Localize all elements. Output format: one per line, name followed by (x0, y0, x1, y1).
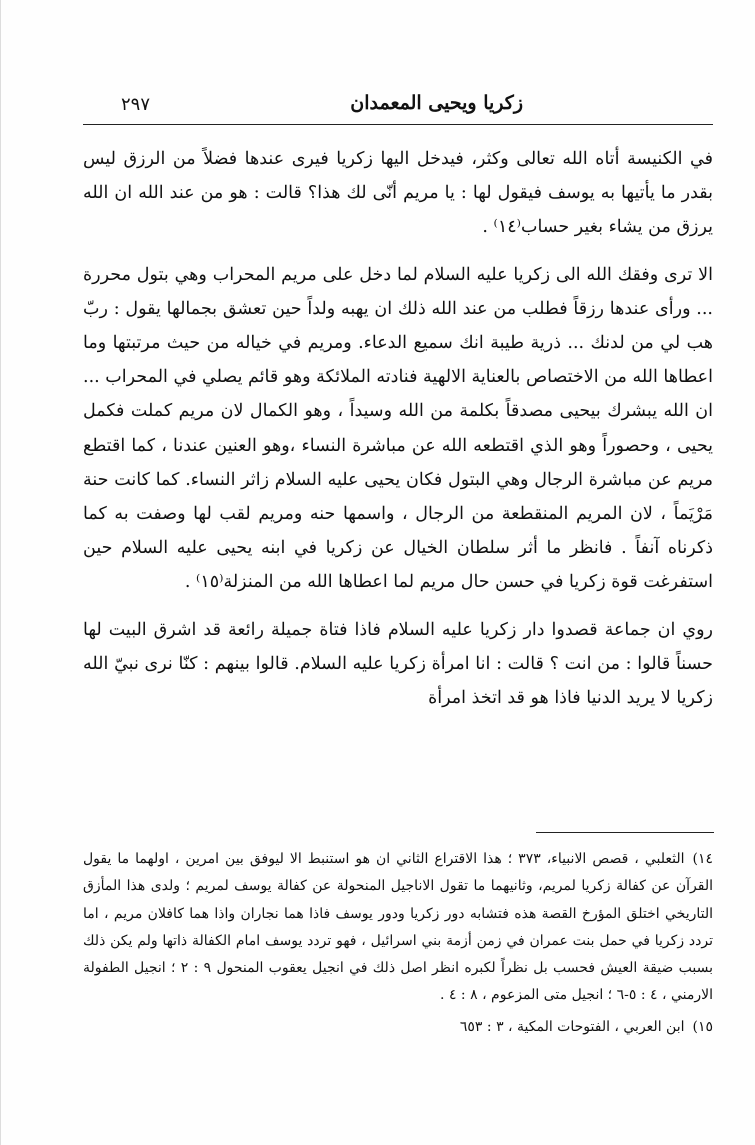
running-header (83, 88, 713, 125)
footnote (83, 1014, 713, 1041)
paragraph: الا ترى وفقك الله الى زكريا عليه السلام لما دخل على مريم المحراب وهي بتول محررة ... ورأى عندها رزقاً فطلب من عند الله ذلك ان يهبه ولداً حين تعشق بجمالها يقول : ربّ هب لي من لدنك ... ذرية طيبة انك سميع الدعاء. ومريم في خياله من حيث مرتبتها وما اعطاها الله من الاختصاص بالعناية الالهية فنادته الملائكة وهو قائم يصلي في المحراب ... ان الله يبشرك بيحيى مصدقاً بكلمة من الله وسيداً ، وهو الكمال لان مريم كملت فكمل يحيى ، وحصوراً وهو الذي اقتطعه الله عن مباشرة النساء ،وهو العنين عندنا ، كما اقتطع مريم عن مباشرة الرجال وهي البتول فكان يحيى عليه السلام زاثر النساء. كما كانت حنة مَرْيَماً ، لان المريم المنقطعة من الرجال ، واسمها حنه ومريم لقب لها وصفت به كما ذكرناه آنفاً . فانظر ما أثر سلطان الخيال عن زكريا في ابنه يحيى عليه السلام حين استفرغت قوة زكريا في حسن حال مريم لما اعطاها الله من المنزلة⁽١٥⁾ . (83, 264, 713, 593)
paragraph: في الكنيسة أتاه الله تعالى وكثر، فيدخل اليها زكريا فيرى عندها فضلاً من الرزق ليس بقدر ما يأتيها به يوسف فيقول لها : يا مريم أنّى لك هذا؟ قالت : هو من عند الله ان الله يرزق من يشاء بغير حساب⁽١٤⁾ . (83, 149, 713, 238)
footnotes (83, 846, 713, 1041)
body-text (83, 142, 713, 715)
footnote-number: ١٥) (692, 1018, 713, 1035)
paragraph: روي ان جماعة قصدوا دار زكريا عليه السلام فاذا فتاة جميلة رائعة قد اشرق البيت لها حسناً قالوا : من انت ؟ قالت : انا امرأة زكريا عليه السلام. قالوا بينهم : كنّا نرى نبيّ الله زكريا لا يريد الدنيا فاذا هو قد اتخذ امرأة (83, 619, 713, 709)
page-number: ٢٩٧ (121, 94, 151, 115)
footnote-divider (536, 832, 714, 833)
footnote-text: الثعلبي ، قصص الانبياء، ٣٧٣ ؛ هذا الاقتراع الثاني ان هو استنبط الا ليوفق بين امرين ، اولهما ما يقول القرآن عن كفالة زكريا لمريم، وثانيهما ما تقول الاناجيل المنحولة عن كفالة يوسف لمريم ؛ ولدى هذا المأزق التاريخي اختلق المؤرخ القصة هذه فتشابه دور زكريا ودور يوسف فاذا هما نجاران واذا هما كافلان مريم ، اما تردد زكريا في حمل بنت عمران في زمن أزمة بني اسرائيل ، فهو تردد يوسف امام الكفالة ذاتها ولم يكن ذلك بسبب ضيقة العيش فحسب بل نظراً لكبره انظر اصل ذلك في انجيل يعقوب المنحول ٩ : ٢ ؛ انجيل الطفولة الارمني ، ٤ : ٥-٦ ؛ انجيل متى المزعوم ، ٨ : ٤ . (83, 851, 713, 1004)
footnote-number: ١٤) (692, 851, 713, 867)
footnote-text: ابن العربي ، الفتوحات المكية ، ٣ : ٦٥٣ (459, 1018, 685, 1035)
chapter-title: زكريا ويحيى المعمدان (350, 92, 523, 114)
footnote (83, 846, 713, 1010)
